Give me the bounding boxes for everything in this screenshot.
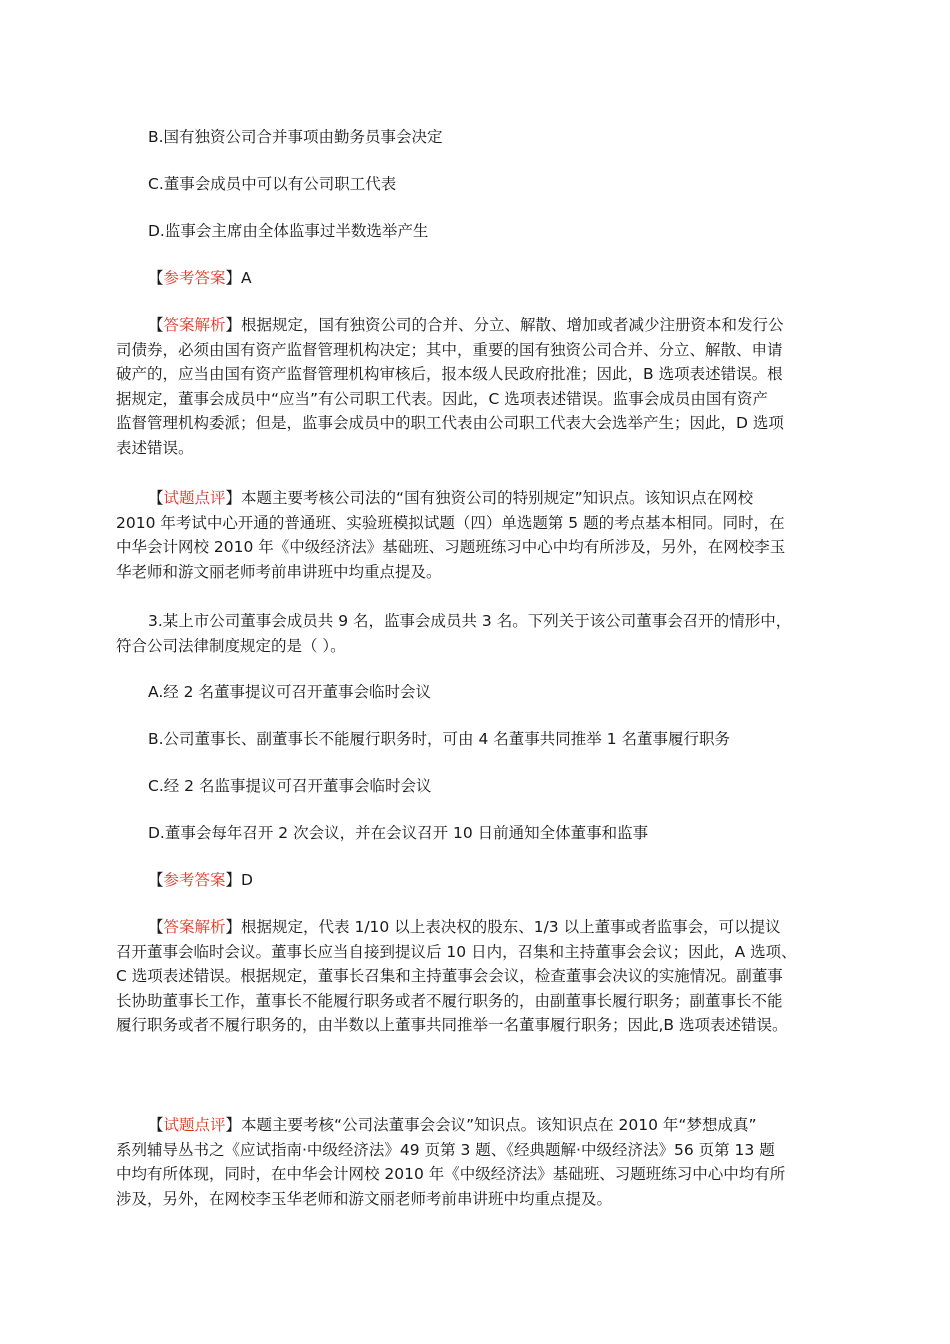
stem-line: 3.某上市公司董事会成员共 9 名，监事会成员共 3 名。下列关于该公司董事会召开的情形中， (148, 612, 792, 630)
analysis-line: 破产的，应当由国有资产监督管理机构审核后，报本级人民政府批准；因此，B 选项表述错误。根 (116, 365, 783, 383)
q2-review: 【试题点评】本题主要考核公司法的“国有独资公司的特别规定”知识点。该知识点在网校 2010 年考试中心开通的普通班、实验班模拟试题（四）单选题第 5 题的考点基本相同。同时，在 中华会计网校 2010 年《中级经济法》基础班、习题班练习中心中均有所涉及，另外，在网校李玉 华老师和游文丽老师考前串讲班中均重点提及。 (116, 486, 836, 584)
q3-stem (116, 609, 836, 658)
analysis-line: 召开董事会临时会议。董事长应当自接到提议后 10 日内，召集和主持董事会会议；因此，A 选项、 (116, 942, 797, 961)
q3-option-b: B.公司董事长、副董事长不能履行职务时，可由 4 名董事共同推举 1 名董事履行职务 (148, 730, 730, 748)
q3-option-c: C.经 2 名监事提议可召开董事会临时会议 (148, 777, 432, 795)
q3-answer: 【参考答案】D (148, 871, 253, 889)
analysis-line: C 选项表述错误。根据规定，董事长召集和主持董事会会议，检查董事会决议的实施情况。副董事 (116, 967, 783, 985)
q2-option-d: D.监事会主席由全体监事过半数选举产生 (148, 222, 429, 240)
answer-label: 参考答案 (163, 269, 226, 287)
review-line: 华老师和游文丽老师考前串讲班中均重点提及。 (116, 562, 442, 581)
q2-option-c: C.董事会成员中可以有公司职工代表 (148, 175, 397, 193)
analysis-line: 履行职务或者不履行职务的，由半数以上董事共同推举一名董事履行职务；因此,B 选项表述错误。 (116, 1016, 788, 1034)
analysis-label: 答案解析 (163, 918, 226, 936)
review-line: 中华会计网校 2010 年《中级经济法》基础班、习题班练习中心中均有所涉及，另外，在网校李玉 (116, 538, 786, 556)
analysis-line: 根据规定，国有独资公司的合并、分立、解散、增加或者减少注册资本和发行公 (241, 316, 784, 334)
analysis-line: 表述错误。 (116, 438, 194, 457)
review-line: 本题主要考核公司法的“国有独资公司的特别规定”知识点。该知识点在网校 (241, 489, 754, 507)
q3-option-d: D.董事会每年召开 2 次会议，并在会议召开 10 日前通知全体董事和监事 (148, 824, 649, 842)
stem-line: 符合公司法律制度规定的是（ ）。 (116, 636, 346, 655)
q2-answer: 【参考答案】A (148, 269, 252, 287)
answer-value: D (241, 871, 253, 889)
review-line: 涉及，另外，在网校李玉华老师和游文丽老师考前串讲班中均重点提及。 (116, 1189, 613, 1208)
review-line: 2010 年考试中心开通的普通班、实验班模拟试题（四）单选题第 5 题的考点基本相同。同时，在 (116, 513, 785, 532)
review-line: 本题主要考核“公司法董事会会议”知识点。该知识点在 2010 年“梦想成真” (241, 1116, 757, 1134)
q3-option-a: A.经 2 名董事提议可召开董事会临时会议 (148, 683, 431, 701)
analysis-line: 监督管理机构委派；但是，监事会成员中的职工代表由公司职工代表大会选举产生；因此，D 选项 (116, 414, 784, 432)
answer-value: A (241, 269, 252, 287)
review-line: 中均有所体现，同时，在中华会计网校 2010 年《中级经济法》基础班、习题班练习中心中均有所 (116, 1165, 786, 1183)
q3-review: 【试题点评】本题主要考核“公司法董事会会议”知识点。该知识点在 2010 年“梦想成真” 系列辅导丛书之《应试指南·中级经济法》49 页第 3 题、《经典题解·中级经济法》56 页第 13 题 中均有所体现，同时，在中华会计网校 2010 年《中级经济法》基础班、习题班练习中心中均有所 涉及，另外，在网校李玉华老师和游文丽老师考前串讲班中均重点提及。 (116, 1113, 836, 1211)
q3-analysis: 【答案解析】根据规定，代表 1/10 以上表决权的股东、1/3 以上董事或者监事会，可以提议 召开董事会临时会议。董事长应当自接到提议后 10 日内，召集和主持董事会会议；因此，A 选项、 C 选项表述错误。根据规定，董事长召集和主持董事会会议，检查董事会决议的实施情况。副董事 长协助董事长工作，董事长不能履行职务或者不履行职务的，由副董事长履行职务；副董事长不能 履行职务或者不履行职务的，由半数以上董事共同推举一名董事履行职务；因此,B 选项表述错误。 (116, 915, 836, 1038)
analysis-line: 司债券，必须由国有资产监督管理机构决定；其中，重要的国有独资公司合并、分立、解散、申请 (116, 340, 783, 359)
review-label: 试题点评 (163, 1116, 226, 1134)
answer-label: 参考答案 (163, 871, 226, 889)
analysis-line: 根据规定，代表 1/10 以上表决权的股东、1/3 以上董事或者监事会，可以提议 (241, 918, 781, 936)
q2-option-b: B.国有独资公司合并事项由勤务员事会决定 (148, 128, 443, 146)
analysis-line: 长协助董事长工作，董事长不能履行职务或者不履行职务的，由副董事长履行职务；副董事长不能 (116, 991, 783, 1010)
q2-analysis: 【答案解析】根据规定，国有独资公司的合并、分立、解散、增加或者减少注册资本和发行公 司债券，必须由国有资产监督管理机构决定；其中，重要的国有独资公司合并、分立、解散、申请 破产的，应当由国有资产监督管理机构审核后，报本级人民政府批准；因此，B 选项表述错误。根 据规定，董事会成员中“应当”有公司职工代表。因此，C 选项表述错误。监事会成员由国有资产 监督管理机构委派；但是，监事会成员中的职工代表由公司职工代表大会选举产生；因此，D 选项 表述错误。 (116, 313, 836, 460)
analysis-label: 答案解析 (163, 316, 226, 334)
analysis-line: 据规定，董事会成员中“应当”有公司职工代表。因此，C 选项表述错误。监事会成员由国有资产 (116, 389, 768, 408)
review-label: 试题点评 (163, 489, 226, 507)
review-line: 系列辅导丛书之《应试指南·中级经济法》49 页第 3 题、《经典题解·中级经济法》56 页第 13 题 (116, 1140, 775, 1159)
